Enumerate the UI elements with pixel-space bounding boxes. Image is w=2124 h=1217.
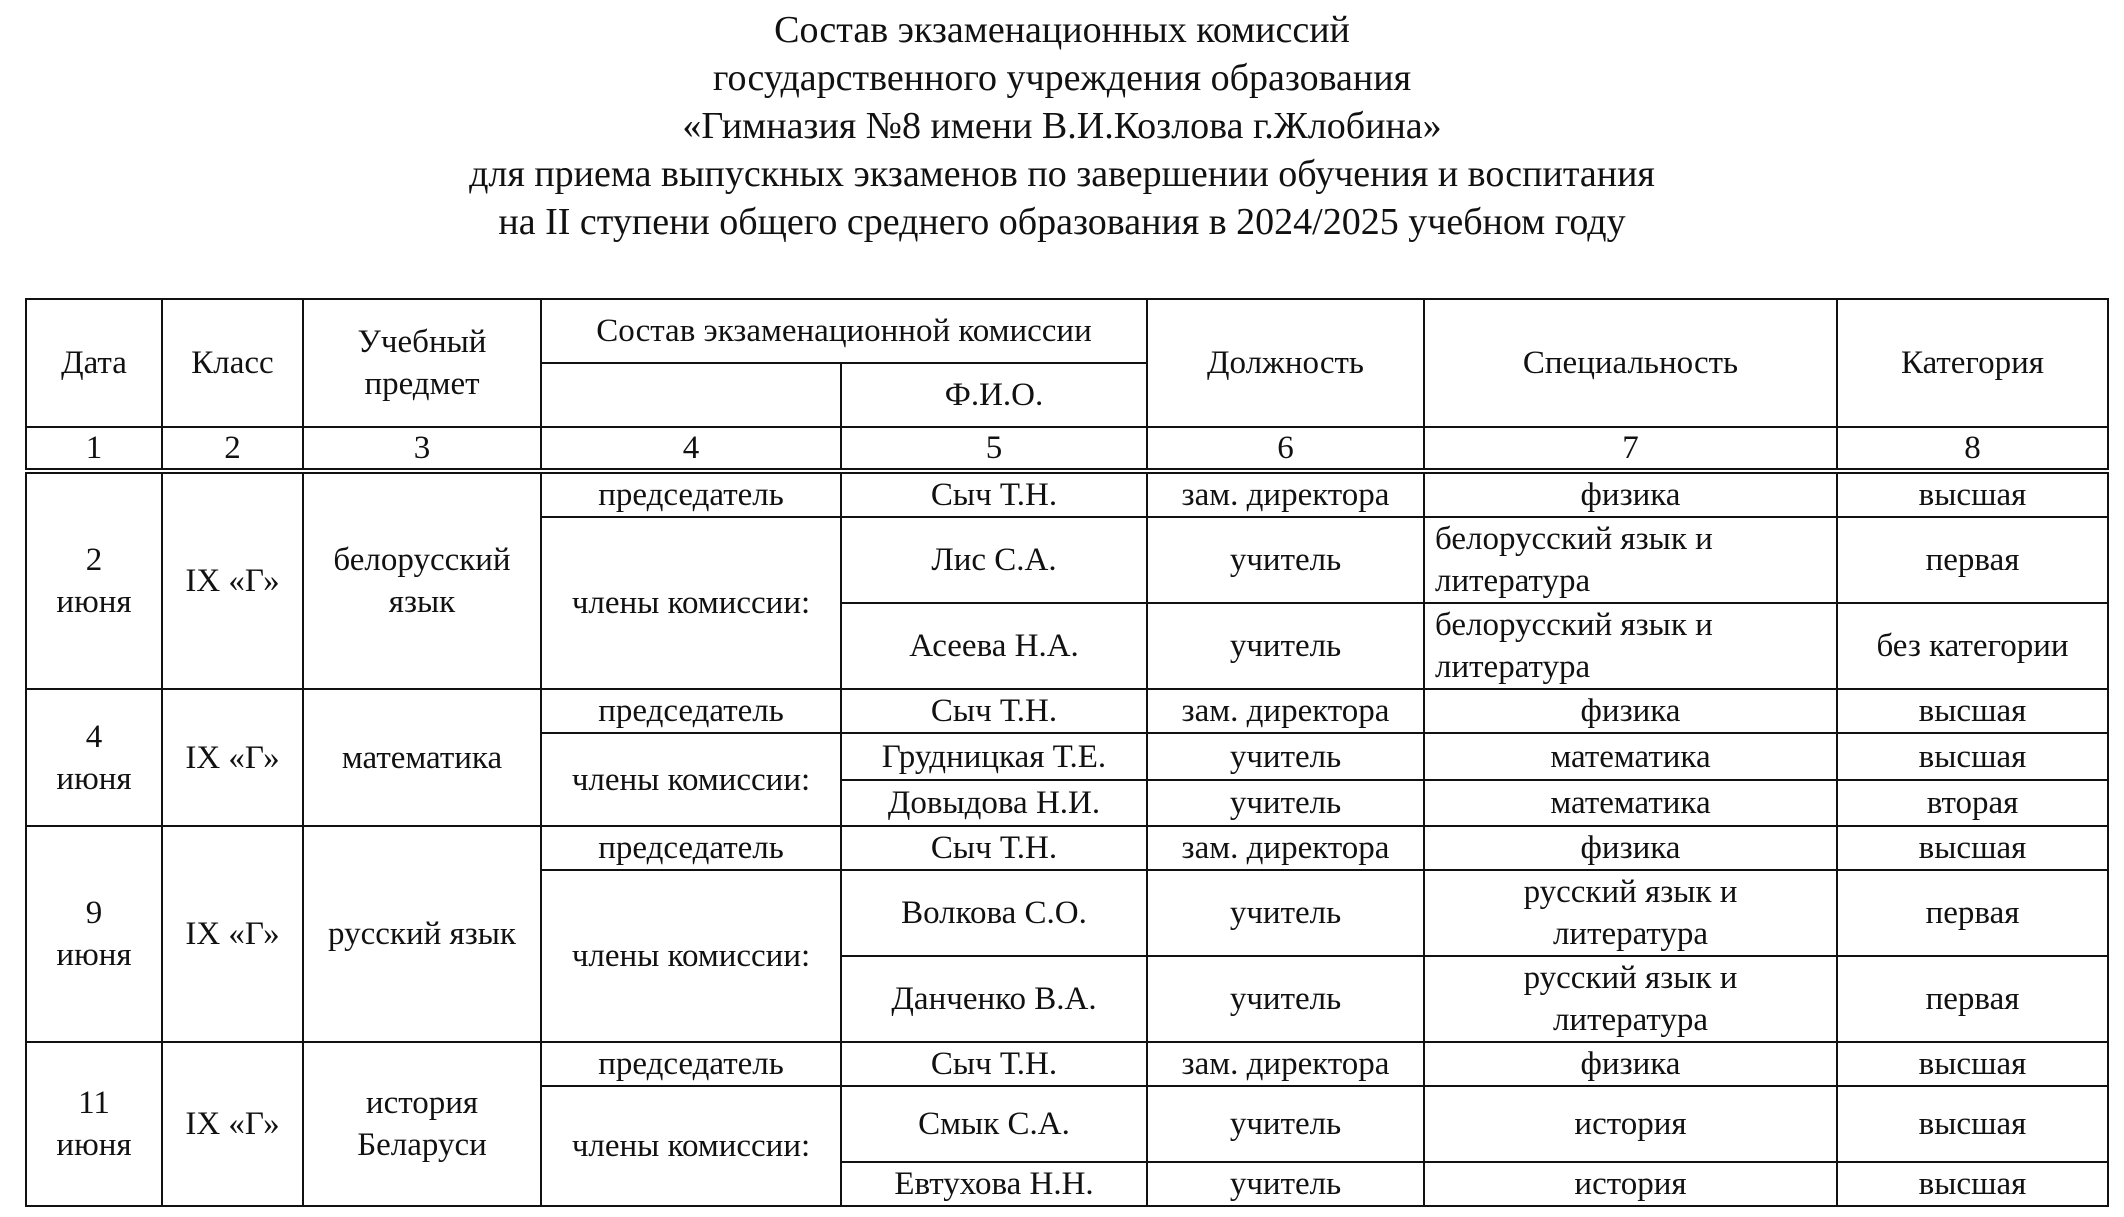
subject-line: белорусский (333, 542, 511, 578)
position-cell: учитель (1147, 1162, 1424, 1206)
category-cell: высшая (1837, 1162, 2108, 1206)
title-line: на II ступени общего среднего образования в 2024/2025 учебном году (498, 201, 1626, 243)
header-position: Должность (1147, 299, 1424, 427)
subject-line: математика (341, 739, 503, 776)
category-cell: первая (1837, 870, 2108, 956)
document-title (0, 6, 2124, 246)
specialty-cell: физика (1424, 1042, 1837, 1086)
table-row (26, 1042, 2108, 1086)
date-cell (26, 1042, 162, 1206)
col-number: 7 (1424, 427, 1837, 471)
table-row (26, 689, 2108, 733)
specialty-line: литература (1552, 1002, 1709, 1038)
date-day: 9 (85, 895, 103, 931)
header-fio: Ф.И.О. (841, 363, 1147, 427)
fio-cell: Евтухова Н.Н. (841, 1162, 1147, 1206)
subject-cell (303, 689, 541, 826)
class-cell: IX «Г» (162, 1042, 303, 1206)
position-cell: учитель (1147, 733, 1424, 780)
subject-line: Беларуси (357, 1127, 487, 1163)
category-cell: высшая (1837, 1042, 2108, 1086)
position-cell: учитель (1147, 603, 1424, 689)
fio-cell: Смык С.А. (841, 1086, 1147, 1162)
fio-cell: Довыдова Н.И. (841, 780, 1147, 826)
col-number: 3 (303, 427, 541, 471)
date-month: июня (56, 1127, 132, 1163)
chair-role-cell: председатель (541, 1042, 841, 1086)
col-number: 6 (1147, 427, 1424, 471)
header-role-blank (541, 363, 841, 427)
subject-line: русский язык (328, 916, 516, 952)
specialty-line: русский язык и (1523, 960, 1738, 996)
exam-commission-table (25, 298, 2109, 1207)
date-month: июня (56, 937, 132, 973)
position-cell: зам. директора (1147, 471, 1424, 517)
col-number: 4 (541, 427, 841, 471)
fio-cell: Волкова С.О. (841, 870, 1147, 956)
date-day: 11 (78, 1085, 110, 1121)
members-role-cell: члены комиссии: (541, 1086, 841, 1206)
category-cell: первая (1837, 956, 2108, 1042)
header-category: Категория (1837, 299, 2108, 427)
col-number: 2 (162, 427, 303, 471)
title-line: для приема выпускных экзаменов по завершении обучения и воспитания (469, 153, 1655, 195)
header-subject (303, 299, 541, 427)
position-cell: зам. директора (1147, 1042, 1424, 1086)
specialty-cell: математика (1424, 780, 1837, 826)
category-cell: высшая (1837, 1086, 2108, 1162)
position-cell: учитель (1147, 870, 1424, 956)
header-commission: Состав экзаменационной комиссии (541, 299, 1147, 363)
specialty-line: русский язык и (1523, 874, 1738, 910)
table-row (26, 471, 2108, 517)
category-cell: высшая (1837, 471, 2108, 517)
col-number: 1 (26, 427, 162, 471)
subject-cell (303, 1042, 541, 1206)
fio-cell: Сыч Т.Н. (841, 689, 1147, 733)
chair-role-cell: председатель (541, 689, 841, 733)
date-cell (26, 471, 162, 689)
class-cell: IX «Г» (162, 689, 303, 826)
position-cell: учитель (1147, 780, 1424, 826)
specialty-line: литература (1435, 563, 1591, 599)
date-cell (26, 826, 162, 1042)
specialty-cell: история (1424, 1086, 1837, 1162)
fio-cell: Грудницкая Т.Е. (841, 733, 1147, 780)
specialty-cell: физика (1424, 689, 1837, 733)
subject-line: история (365, 1085, 479, 1121)
specialty-cell: математика (1424, 733, 1837, 780)
col-number: 8 (1837, 427, 2108, 471)
position-cell: учитель (1147, 1086, 1424, 1162)
date-cell (26, 689, 162, 826)
category-cell: без категории (1837, 603, 2108, 689)
date-month: июня (56, 760, 132, 797)
fio-cell: Лис С.А. (841, 517, 1147, 603)
specialty-cell (1424, 956, 1837, 1042)
subject-cell (303, 826, 541, 1042)
header-class: Класс (162, 299, 303, 427)
fio-cell: Данченко В.А. (841, 956, 1147, 1042)
members-role-cell: члены комиссии: (541, 517, 841, 689)
fio-cell: Сыч Т.Н. (841, 826, 1147, 870)
table-row (26, 826, 2108, 870)
specialty-cell (1424, 870, 1837, 956)
category-cell: высшая (1837, 689, 2108, 733)
fio-cell: Сыч Т.Н. (841, 471, 1147, 517)
chair-role-cell: председатель (541, 471, 841, 517)
specialty-line: белорусский язык и (1435, 521, 1713, 557)
title-line: государственного учреждения образования (712, 57, 1412, 99)
header-row (26, 299, 2108, 363)
header-specialty: Специальность (1424, 299, 1837, 427)
position-cell: зам. директора (1147, 826, 1424, 870)
members-role-cell: члены комиссии: (541, 733, 841, 826)
date-day: 2 (85, 542, 103, 578)
specialty-line: литература (1552, 916, 1709, 952)
specialty-cell (1424, 517, 1837, 603)
specialty-cell: история (1424, 1162, 1837, 1206)
date-month: июня (56, 584, 132, 620)
date-day: 4 (85, 718, 103, 755)
col-number: 5 (841, 427, 1147, 471)
category-cell: высшая (1837, 733, 2108, 780)
specialty-line: белорусский язык и (1435, 607, 1713, 643)
members-role-cell: члены комиссии: (541, 870, 841, 1042)
fio-cell: Асеева Н.А. (841, 603, 1147, 689)
fio-cell: Сыч Т.Н. (841, 1042, 1147, 1086)
header-date: Дата (26, 299, 162, 427)
specialty-cell (1424, 603, 1837, 689)
subject-cell (303, 471, 541, 689)
header-subject-line: Учебный (357, 324, 487, 360)
category-cell: высшая (1837, 826, 2108, 870)
specialty-cell: физика (1424, 471, 1837, 517)
specialty-line: литература (1435, 649, 1591, 685)
position-cell: учитель (1147, 517, 1424, 603)
class-cell: IX «Г» (162, 826, 303, 1042)
category-cell: вторая (1837, 780, 2108, 826)
category-cell: первая (1837, 517, 2108, 603)
subject-line: язык (388, 584, 456, 620)
specialty-cell: физика (1424, 826, 1837, 870)
chair-role-cell: председатель (541, 826, 841, 870)
title-line: «Гимназия №8 имени В.И.Козлова г.Жлобина» (682, 105, 1442, 147)
position-cell: учитель (1147, 956, 1424, 1042)
title-line: Состав экзаменационных комиссий (774, 9, 1350, 51)
header-subject-line: предмет (364, 366, 480, 402)
class-cell: IX «Г» (162, 471, 303, 689)
column-number-row (26, 427, 2108, 471)
position-cell: зам. директора (1147, 689, 1424, 733)
